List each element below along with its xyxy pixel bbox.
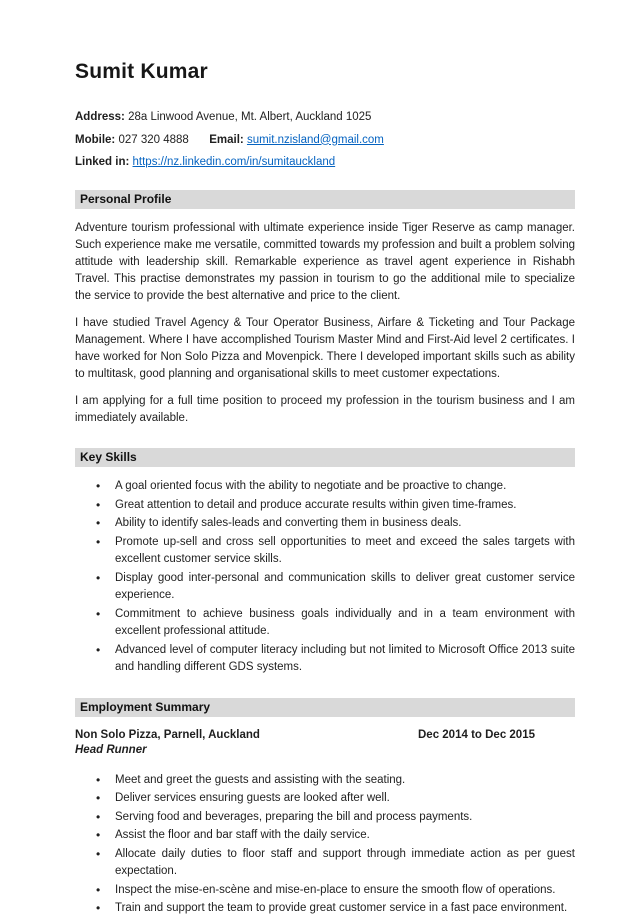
linkedin-label: Linked in: [75,156,130,168]
key-skill-item: • Ability to identify sales-leads and converting them in business deals. [75,515,575,533]
job-duty-item: • Train and support the team to provide great customer service in a fast pace environment. [75,900,575,918]
linkedin-link[interactable]: https://nz.linkedin.com/in/sumitauckland [132,156,336,168]
mobile-value: 027 320 4888 [118,133,189,146]
key-skill-item: • Commitment to achieve business goals individually and in a team environment with excellent professional attitude. [75,606,575,641]
job-duty-item: • Deliver services ensuring guests are looked after well. [75,790,575,808]
contact-mobile-email-line [75,133,575,147]
key-skill-item: • Great attention to detail and produce accurate results within given time-frames. [75,497,575,515]
mobile-label: Mobile: [75,133,116,146]
page-title: Sumit Kumar [75,60,208,83]
job-duty-item: • Inspect the mise-en-scène and mise-en-place to ensure the smooth flow of operations. [75,882,575,900]
address-value: 28a Linwood Avenue, Mt. Albert, Auckland 1025 [128,111,372,123]
key-skill-item: • Advanced level of computer literacy including but not limited to Microsoft Office 2013 suite and handling different GDS systems. [75,642,575,677]
key-skill-item: • Display good inter-personal and communication skills to deliver great customer service experience. [75,570,575,605]
profile-paragraph: Adventure tourism professional with ultimate experience inside Tiger Reserve as camp manager. Such experience make me versatile, committed towards my profession and built a problem solving attitude with leadership skill. Remarkable experience as travel agent experience in Rishabh Travel. This practise demonstrates my passion in tourism to go the additional mile to specialize the service to provide the best alternative and price to the client. [75,222,575,302]
address-label: Address: [75,111,125,123]
contact-address-line [75,110,575,124]
email-label: Email: [209,133,244,146]
job-company: Non Solo Pizza, Parnell, Auckland [75,728,260,741]
job-duty-item: • Serving food and beverages, preparing the bill and process payments. [75,809,575,827]
email-link[interactable]: sumit.nzisland@gmail.com [246,133,384,146]
section-header-employment-summary: Employment Summary [75,698,575,717]
section-header-key-skills: Key Skills [75,448,575,467]
job-duty-item: • Allocate daily duties to floor staff and support through immediate action as per guest expectation. [75,846,575,881]
section-header-personal-profile: Personal Profile [75,190,575,209]
job-duties-list [75,772,575,918]
profile-paragraph: I have studied Travel Agency & Tour Operator Business, Airfare & Ticketing and Tour Package Management. Where I have accomplished Tourism Master Mind and First-Aid level 2 certificates. I have worked for Non Solo Pizza and Movenpick. There I developed important skills such as ability to multitask, good planning and organisational skills to meet customer expectations. [75,317,575,380]
key-skills-list [75,478,575,677]
key-skill-item: • Promote up-sell and cross sell opportunities to meet and exceed the sales targets with excellent customer service skills. [75,534,575,569]
job-header-row [75,728,575,743]
contact-linkedin-line [75,155,575,169]
personal-profile-paragraphs [75,220,575,427]
job-duty-item: • Assist the floor and bar staff with the daily service. [75,827,575,845]
profile-paragraph: I am applying for a full time position to proceed my profession in the tourism business and I am immediately available. [75,395,575,424]
job-role: Head Runner [75,743,147,756]
job-duty-item: • Meet and greet the guests and assisting with the seating. [75,772,575,790]
job-dates: Dec 2014 to Dec 2015 [418,728,535,741]
key-skill-item: • A goal oriented focus with the ability to negotiate and be proactive to change. [75,478,575,496]
